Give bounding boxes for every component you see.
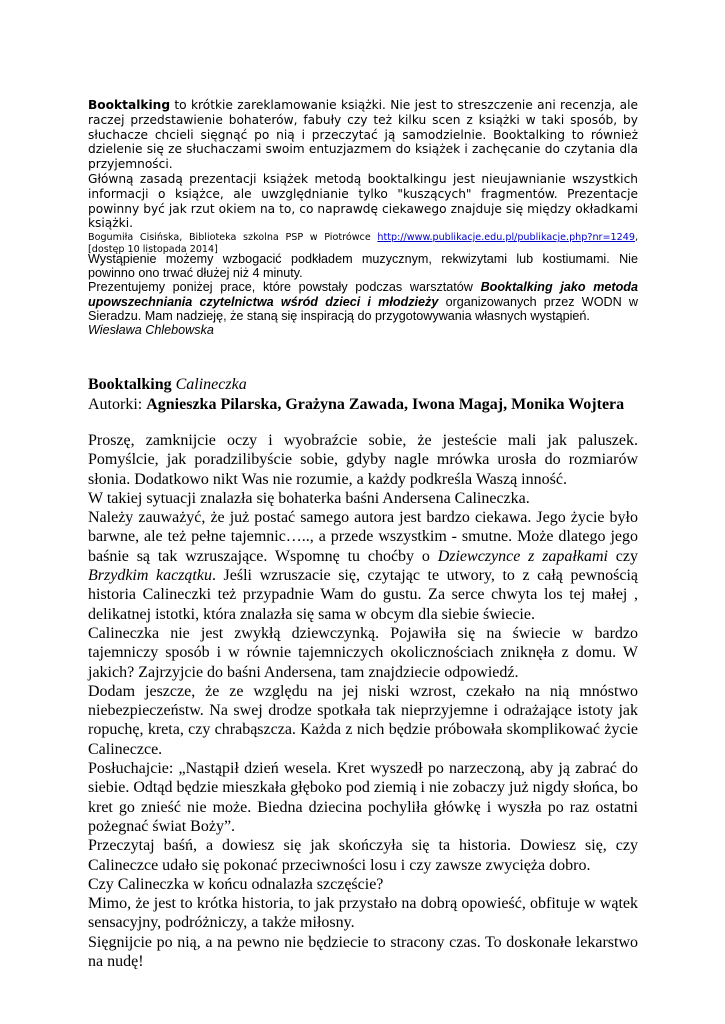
paragraph	[88, 172, 638, 231]
paragraph	[88, 252, 638, 280]
article-heading	[88, 375, 638, 415]
paragraph	[88, 395, 638, 415]
paragraph	[88, 682, 638, 759]
paragraph	[88, 875, 638, 894]
text-run: Dodam jeszcze, że ze względu na jej niski wzrost, czekało na nią mnóstwo niebezpieczeństw. Na swej drodze spotkała tak nieprzyjemne i odrażające istoty jak ropuchę, kreta, czy chrabąszcza. Każda z nich będzie próbowała skomplikować życie Calineczce.	[88, 682, 638, 758]
text-run: Proszę, zamknijcie oczy i wyobraźcie sobie, że jesteście mali jak paluszek. Pomyślcie, jak poradzilibyście sobie, gdyby nagle mrówka urosła do rozmiarów słonia. Dodatkowo nikt Was nie rozumie, a każdy podkreśla Waszą inność.	[88, 432, 638, 488]
booktalking-definition	[88, 98, 638, 256]
text-run: Czy Calineczka w końcu odnalazła szczęście?	[88, 875, 384, 893]
text-run: Przeczytaj baśń, a dowiesz się jak skończyła się ta historia. Dowiesz się, czy Calineczce udało się pokonać przeciwności losu i czy zawsze zwycięża dobro.	[88, 837, 638, 874]
paragraph	[88, 759, 638, 836]
paragraph	[88, 894, 638, 933]
paragraph	[88, 375, 638, 395]
citation-access-date: , [dostęp 10 listopada 2014]	[88, 232, 638, 256]
emphasized-text: Booktalking jako metoda upowszechniania czytelnictwa wśród dzieci i młodzieży	[88, 280, 638, 309]
text-run: Calineczka nie jest zwykłą dziewczynką. Pojawiła się na świecie w bardzo tajemniczy sposób i w równie tajemniczych okolicznościach zniknęła z domu. W jakich? Zajrzyjcie do baśni Andersena, tam znajdziecie odpowiedź.	[88, 624, 638, 681]
paragraph	[88, 489, 638, 508]
text-run: Prezentujemy poniżej prace, które powstały podczas warsztatów	[88, 280, 481, 295]
emphasized-text: Booktalking	[88, 376, 176, 393]
emphasized-text: Brzydkim kaczątku	[88, 567, 212, 585]
emphasized-text: Booktalking	[88, 98, 171, 112]
text-run: Mimo, że jest to krótka historia, to jak przystało na dobrą opowieść, obfituje w wątek sensacyjny, podróżniczy, a także miłosny.	[88, 895, 638, 932]
emphasized-text: Wiesława Chlebowska	[88, 323, 214, 338]
paragraph	[88, 98, 638, 172]
text-run: organizowanych przez WODN w Sieradzu. Mam nadzieję, że staną się inspiracją do przygotowywania własnych wystąpień.	[88, 294, 639, 323]
paragraph	[88, 508, 638, 624]
emphasized-text: Agnieszka Pilarska, Grażyna Zawada, Iwona Magaj, Monika Wojtera	[146, 396, 625, 413]
text-run: Należy zauważyć, że już postać samego autora jest bardzo ciekawa. Jego życie było barwne, ale też pełne tajemnic….., a przede wszystkim - smutne. Może dlatego jego baśnie są tak wzruszające. Wspomnę tu choćby o	[88, 509, 638, 565]
article-body	[88, 431, 638, 971]
text-run: czy	[607, 547, 639, 565]
text-run: Posłuchajcie: „Nastąpił dzień wesela. Kret wyszedł po narzeczoną, aby ją zabrać do siebie. Odtąd będzie mieszkała głęboko pod ziemią i nie zobaczy już nigdy słońca, bo kret go znieść nie może. Biedna dziecina pochyliła główkę i wyszła po raz ostatni pożegnać świat Boży”.	[88, 760, 638, 835]
paragraph	[88, 836, 638, 875]
citation-text: Bogumiła Cisińska, Biblioteka szkolna PSP w Piotrówce	[88, 232, 378, 244]
paragraph	[88, 280, 638, 323]
citation-link[interactable]: http://www.publikacje.edu.pl/publikacje.php?nr=1249	[377, 232, 635, 244]
editor-note	[88, 252, 638, 337]
text-run: Wystąpienie możemy wzbogacić podkładem muzycznym, rekwizytami lub kostiumami. Nie powinno ono trwać dłużej niż 4 minuty.	[88, 252, 638, 281]
emphasized-text: Dziewczynce z zapałkami	[437, 547, 608, 565]
text-run: Główną zasadą prezentacji książek metodą booktalkingu jest nieujawnianie wszystkich informacji o książce, ale uwzględnianie tylko "kuszących" fragmentów. Prezentacje powinny być jak rzut okiem na to, co naprawdę ciekawego znajduje się między okładkami książki.	[88, 171, 638, 231]
text-run: Autorki:	[88, 396, 147, 413]
paragraph	[88, 323, 638, 337]
text-run: Sięgnijcie po nią, a na pewno nie będziecie to stracony czas. To doskonałe lekarstwo na nudę!	[88, 933, 638, 971]
text-run: W takiej sytuacji znalazła się bohaterka baśni Andersena Calineczka.	[88, 489, 530, 507]
paragraph	[88, 431, 638, 489]
intro-paragraphs	[88, 98, 638, 231]
text-run: to krótkie zareklamowanie książki. Nie jest to streszczenie ani recenzja, ale raczej przedstawienie bohaterów, fabuły czy też kilku scen z książki w taki sposób, by słuchacze chcieli sięgnąć po nią i przeczytać ją samodzielnie. Booktalking to również dzielenie się ze słuchaczami swoim entuzjazmem do książek i zachęcanie do czytania dla przyjemności.	[88, 98, 638, 172]
emphasized-text: Calineczka	[175, 376, 247, 393]
paragraph	[88, 933, 638, 972]
paragraph	[88, 624, 638, 682]
text-run: . Jeśli wzruszacie się, czytając te utwory, to z całą pewnością historia Calineczki też przypadnie Wam do gustu. Za serce chwyta los tej małej , delikatnej istotki, która znalazła się sama w obcym dla siebie świecie.	[88, 567, 639, 623]
